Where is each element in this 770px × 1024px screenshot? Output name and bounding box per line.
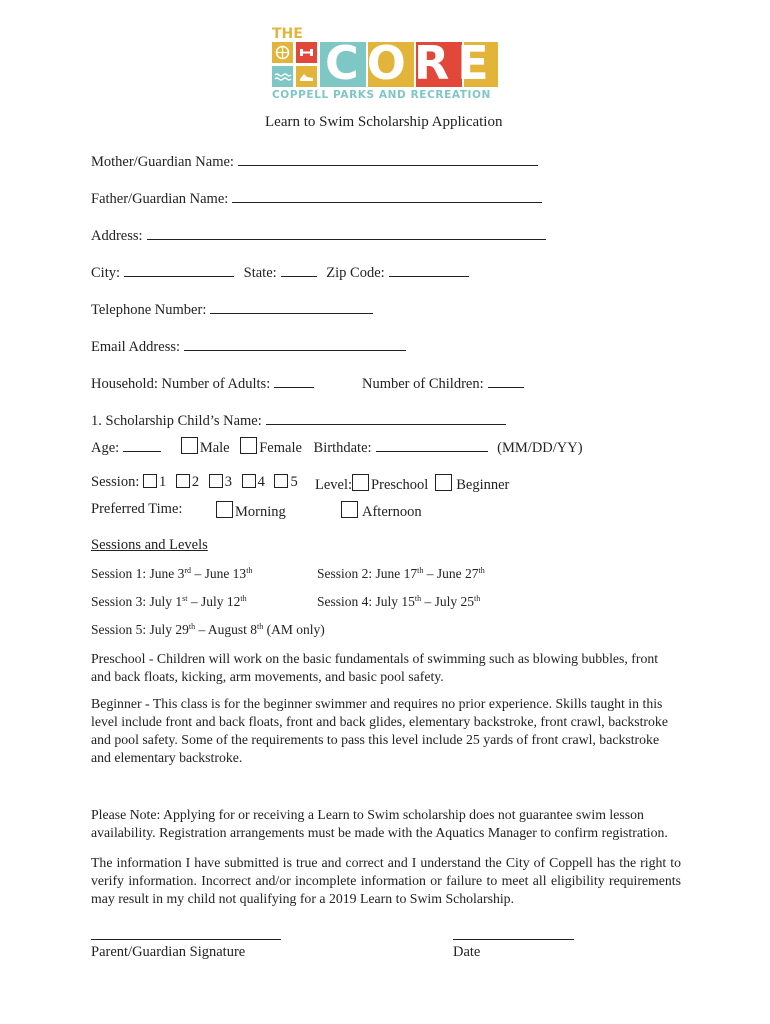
adults-label: Household: Number of Adults: (91, 376, 271, 392)
email-row (91, 336, 406, 356)
shoe-tile (296, 66, 317, 87)
session-5-note: (AM only) (263, 622, 325, 637)
birthdate-input[interactable] (376, 437, 488, 452)
dumbbell-tile (296, 42, 317, 63)
telephone-row (91, 299, 373, 319)
sneaker-icon (296, 66, 317, 87)
date-format-hint: (MM/DD/YY) (497, 440, 583, 456)
session-3-end-suffix: th (240, 594, 247, 603)
session-3-start-suffix: st (182, 594, 188, 603)
preschool-description: Preschool - Children will work on the basic fundamentals of swimming such as blowing bubbles, front and back floats, kicking, arm movements, and basic pool safety. (91, 651, 659, 684)
email-label: Email Address: (91, 339, 181, 355)
state-label: State: (243, 265, 277, 281)
telephone-label: Telephone Number: (91, 302, 207, 318)
children-label: Number of Children: (362, 376, 484, 392)
male-label: Male (199, 440, 230, 456)
age-gender-row (91, 437, 583, 457)
basketball-tile (272, 42, 293, 63)
afternoon-checkbox[interactable] (341, 501, 358, 518)
session-1-dates (91, 566, 252, 582)
logo-the-text: THE (272, 26, 303, 42)
children-input[interactable] (488, 373, 524, 388)
beginner-label: Beginner (456, 477, 510, 493)
male-checkbox[interactable] (181, 437, 198, 454)
birthdate-label: Birthdate: (313, 440, 372, 456)
session-2-start: Session 2: June 17 (317, 566, 418, 581)
mother-guardian-label: Mother/Guardian Name: (91, 154, 234, 170)
session-1-start: Session 1: June 3 (91, 566, 185, 581)
swim-tile (272, 66, 293, 87)
session-5-end-suffix: th (257, 622, 264, 631)
session-5-start-suffix: th (188, 622, 196, 631)
form-title: Learn to Swim Scholarship Application (265, 114, 503, 130)
child-name-label: 1. Scholarship Child’s Name: (91, 413, 262, 429)
female-checkbox[interactable] (240, 437, 257, 454)
address-row (91, 225, 546, 245)
session-4-start: Session 4: July 15 (317, 594, 415, 609)
mother-guardian-row (91, 151, 538, 171)
mother-guardian-input[interactable] (238, 151, 538, 166)
swim-wave-icon (272, 66, 293, 87)
morning-option (216, 501, 286, 521)
session-5-dates (91, 622, 325, 638)
household-children-row (362, 373, 524, 393)
child-name-row (91, 410, 506, 430)
session-2-end: – June 27 (423, 566, 479, 581)
logo-core-text: CORE (325, 36, 497, 90)
session-3-dates (91, 594, 247, 610)
address-input[interactable] (147, 225, 546, 240)
session-2-dates (317, 566, 485, 582)
preschool-label: Preschool (371, 477, 429, 493)
morning-label: Morning (235, 504, 286, 520)
session-5-end: – August 8 (195, 622, 258, 637)
afternoon-label: Afternoon (362, 504, 422, 520)
session-2-label: 2 (191, 474, 200, 490)
father-guardian-row (91, 188, 542, 208)
session-5-start: Session 5: July 29 (91, 622, 189, 637)
age-label: Age: (91, 440, 120, 456)
core-logo (270, 26, 502, 102)
father-guardian-input[interactable] (232, 188, 542, 203)
child-name-input[interactable] (266, 410, 506, 425)
session-3-end: – July 12 (187, 594, 241, 609)
session-3-start: Session 3: July 1 (91, 594, 183, 609)
preschool-checkbox[interactable] (352, 474, 369, 491)
adults-input[interactable] (274, 373, 314, 388)
beginner-checkbox[interactable] (435, 474, 452, 491)
city-label: City: (91, 265, 121, 281)
session-4-end: – July 25 (421, 594, 475, 609)
state-input[interactable] (281, 262, 317, 277)
zip-input[interactable] (389, 262, 469, 277)
session-4-label: 4 (257, 474, 265, 490)
session-1-end-suffix: th (246, 566, 253, 575)
level-row (315, 474, 509, 494)
signature-line[interactable] (91, 939, 281, 940)
female-label: Female (259, 440, 302, 456)
session-4-start-suffix: th (414, 594, 422, 603)
date-line[interactable] (453, 939, 574, 940)
session-1-label: 1 (158, 474, 167, 490)
session-3-checkbox[interactable] (209, 474, 223, 488)
session-1-checkbox[interactable] (143, 474, 157, 488)
level-label: Level: (315, 477, 353, 493)
telephone-input[interactable] (210, 299, 373, 314)
session-2-start-suffix: th (417, 566, 424, 575)
household-adults-row (91, 373, 314, 393)
session-5-label: 5 (290, 474, 298, 490)
sessions-heading: Sessions and Levels (91, 537, 208, 553)
session-level-row (91, 474, 298, 491)
age-input[interactable] (123, 437, 161, 452)
preferred-time-row (91, 501, 182, 518)
please-note-paragraph: Please Note: Applying for or receiving a Learn to Swim scholarship does not guarantee swim lesson availability. Registration arrangements must be made with the Aquatics Manager to confirm registration. (91, 807, 668, 840)
afternoon-option (341, 501, 422, 521)
certification-paragraph: The information I have submitted is true and correct and I understand the City of Coppell has the right to verify information. Incorrect and/or incomplete information or failure to meet all eligibility requirements may result in my child not qualifying for a 2019 Learn to Swim Scholarship. (91, 855, 681, 906)
session-2-checkbox[interactable] (176, 474, 190, 488)
zip-label: Zip Code: (326, 265, 385, 281)
city-state-zip-row (91, 262, 469, 282)
basketball-icon (272, 42, 293, 63)
session-3-label: 3 (224, 474, 232, 490)
beginner-description: Beginner - This class is for the beginner swimmer and requires no prior experience. Skills taught in this level include front and back floats, front and back glides, elementary backstroke, front crawl, backstroke and pool safety. Some of the requirements to pass this level include 25 yards of front crawl, backstroke and elementary backstroke. (91, 696, 668, 765)
preferred-time-label: Preferred Time: (91, 501, 183, 517)
email-input[interactable] (184, 336, 406, 351)
session-2-end-suffix: th (478, 566, 485, 575)
session-1-start-suffix: rd (184, 566, 192, 575)
father-guardian-label: Father/Guardian Name: (91, 191, 229, 207)
date-label: Date (453, 944, 481, 960)
morning-checkbox[interactable] (216, 501, 233, 518)
logo-org-text: COPPELL PARKS AND RECREATION (272, 89, 491, 101)
session-4-end-suffix: th (474, 594, 481, 603)
city-input[interactable] (124, 262, 234, 277)
session-label: Session: (91, 474, 140, 490)
dumbbell-icon (296, 42, 317, 63)
address-label: Address: (91, 228, 143, 244)
signature-label: Parent/Guardian Signature (91, 944, 246, 960)
session-1-end: – June 13 (191, 566, 247, 581)
session-4-dates (317, 594, 480, 610)
session-5-checkbox[interactable] (274, 474, 288, 488)
session-4-checkbox[interactable] (242, 474, 256, 488)
